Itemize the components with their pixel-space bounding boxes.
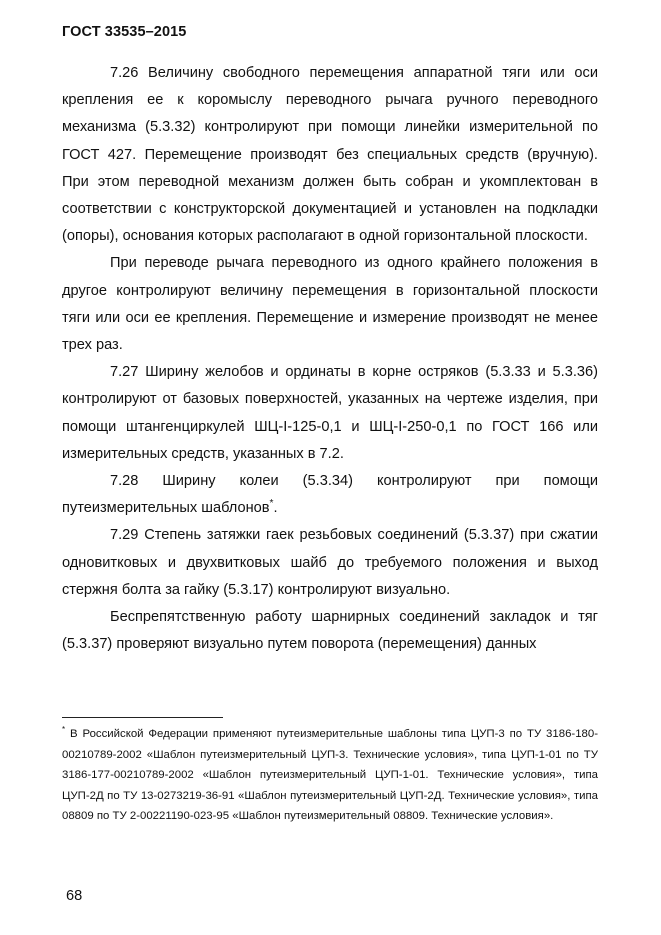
footnote-separator — [62, 717, 223, 718]
footnote-reference[interactable]: * — [269, 498, 274, 510]
paragraph-7-28-text: 7.28 Ширину колеи (5.3.34) контролируют при помощи путеизмерительных шаблонов — [62, 473, 598, 517]
paragraph-7-26: 7.26 Величину свободного перемещения аппаратной тяги или оси крепления ее к коромыслу переводного рычага ручного переводного механизма (5.3.32) контролируют при помощи линейки измерительной по ГОСТ 427. Перемещение производят без специальных средств (вручную). При этом переводной механизм должен быть собран и укомплектован в соответствии с конструкторской документацией и установлен на подкладки (опоры), основания которых располагают в одной горизонтальной плоскости. — [62, 65, 598, 245]
footnote — [62, 724, 598, 827]
paragraph-7-29: 7.29 Степень затяжки гаек резьбовых соединений (5.3.37) при сжатии одновитковых и двухвитковых шайб до требуемого положения и выход стержня болта за гайку (5.3.17) контролируют визуально. — [62, 527, 598, 598]
paragraph-7-28: 7.28 Ширину колеи (5.3.34) контролируют при помощи путеизмерительных шаблонов*. — [62, 473, 598, 517]
paragraph-7-26-continued: При переводе рычага переводного из одного крайнего положения в другое контролируют величину перемещения в горизонтальной плоскости тяги или оси ее крепления. Перемещение и измерение производят не менее трех раз. — [62, 255, 598, 354]
paragraph-7-27: 7.27 Ширину желобов и ординаты в корне остряков (5.3.33 и 5.3.36) контролируют от базовых поверхностей, указанных на чертеже изделия, при помощи штангенциркулей ШЦ-I-125-0,1 и ШЦ-I-250-0,1 по ГОСТ 166 или измерительных средств, указанных в 7.2. — [62, 364, 598, 462]
page-number: 68 — [66, 888, 83, 904]
document-header: ГОСТ 33535–2015 — [62, 24, 187, 40]
footnote-marker: * — [62, 725, 66, 735]
footnote-text: В Российской Федерации применяют путеизмерительные шаблоны типа ЦУП-3 по ТУ 3186-180-00210789-2002 «Шаблон путеизмерительный ЦУП-3. Технические условия», типа ЦУП-1-01 по ТУ 3186-177-00210789-2002 «Шаблон путеизмерительный ЦУП-1-01. Технические условия», типа ЦУП-2Д по ТУ 13-0273219-36-91 «Шаблон путеизмерительный ЦУП-2Д. Технические условия», типа 08809 по ТУ 2-00221190-023-95 «Шаблон путеизмерительный 08809. Технические условия». — [62, 728, 598, 823]
paragraph-7-29-continued: Беспрепятственную работу шарнирных соединений закладок и тяг (5.3.37) проверяют визуально путем поворота (перемещения) данных — [62, 609, 598, 653]
main-text — [62, 60, 598, 658]
